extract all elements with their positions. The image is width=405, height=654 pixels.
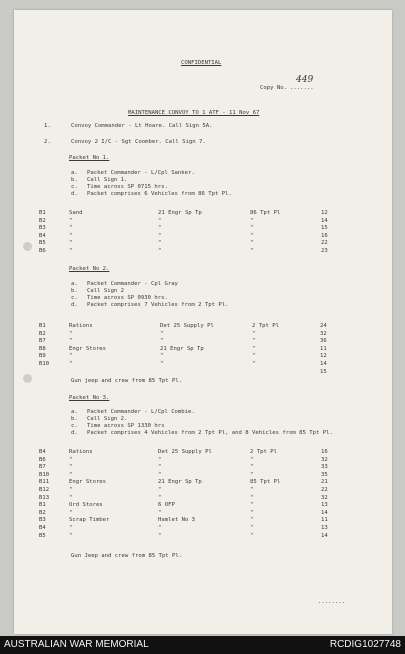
- footer-source: AUSTRALIAN WAR MEMORIAL: [4, 639, 149, 650]
- vehicle-source: 86 Tpt Pl: [250, 210, 281, 216]
- vehicle-number: 11: [321, 517, 328, 524]
- vehicle-id: B13: [39, 494, 50, 501]
- packet-detail-text: Call Sign 2.: [87, 416, 128, 422]
- vehicle-cargo: ": [69, 353, 73, 360]
- vehicle-unit: ": [160, 361, 164, 367]
- vehicle-number: 32: [321, 494, 328, 501]
- packet-detail-text: Time across SP 0930 hrs.: [87, 295, 168, 301]
- vehicle-unit: ": [158, 471, 162, 478]
- vehicle-unit: ": [158, 225, 162, 232]
- footer-reference: RCDIG1027748: [329, 639, 401, 650]
- vehicle-cargo: Rations: [69, 449, 93, 455]
- vehicle-source: ": [250, 456, 254, 463]
- vehicle-source: ": [250, 502, 254, 509]
- vehicle-id: B12: [39, 487, 50, 493]
- vehicle-id: B4: [39, 449, 46, 455]
- vehicle-cargo: ": [69, 509, 73, 516]
- vehicle-source: ": [250, 487, 254, 493]
- copy-label: Copy No.: [260, 85, 287, 91]
- packet-detail-text: Time across SP 0715 hrs.: [87, 184, 168, 190]
- packet-heading: Packet No 2.: [69, 266, 110, 272]
- packet-detail-letter: c.: [71, 184, 78, 190]
- vehicle-source: ": [250, 464, 254, 471]
- packet-heading: Packet No 1.: [69, 155, 110, 161]
- vehicle-cargo: ": [69, 232, 73, 239]
- vehicle-number: 11: [320, 345, 327, 352]
- vehicle-id: B1: [39, 210, 46, 216]
- packet-detail-text: Packet comprises 6 Vehicles from 86 Tpt Pl.: [87, 191, 232, 197]
- packet-detail-text: Call Sign 1.: [87, 177, 128, 183]
- packet-detail-text: Time across SP 1330 hrs: [87, 423, 165, 429]
- vehicle-number: 15: [320, 368, 327, 375]
- vehicle-unit: ": [158, 240, 162, 247]
- vehicle-cargo: Engr Stores: [69, 479, 107, 486]
- vehicle-number: 12: [321, 210, 328, 216]
- vehicle-number: 35: [321, 471, 328, 478]
- vehicle-unit: ": [158, 248, 162, 254]
- packet-detail-text: Packet Commander - Cpl Gray: [87, 281, 178, 287]
- vehicle-number: 21: [321, 479, 328, 486]
- vehicle-number: 22: [321, 487, 328, 493]
- vehicle-source: ": [250, 509, 254, 516]
- vehicle-number: 32: [321, 456, 328, 463]
- document-title: MAINTENANCE CONVOY TO 1 ATF - 11 Nov 67: [128, 110, 260, 116]
- vehicle-id: B1: [39, 502, 46, 509]
- packet-detail-letter: c.: [71, 423, 78, 429]
- vehicle-id: B4: [39, 232, 46, 239]
- packet-heading: Packet No 3.: [69, 395, 110, 401]
- vehicle-unit: Hamlet No 3: [158, 517, 196, 524]
- packet-detail-text: Packet Commander - L/Cpl Sanker.: [87, 170, 195, 176]
- classification: CONFIDENTIAL: [181, 60, 222, 66]
- vehicle-cargo: ": [69, 225, 73, 232]
- vehicle-unit: 21 Engr Sp Tp: [158, 479, 202, 486]
- vehicle-number: 14: [321, 509, 328, 516]
- vehicle-source: ": [250, 494, 254, 501]
- vehicle-number: 32: [320, 330, 327, 337]
- gun-jeep-note: Gun Jeep and crew from 85 Tpt Pl.: [71, 553, 183, 559]
- vehicle-source: 2 Tpt Pl: [252, 323, 279, 329]
- packet-detail-text: Call Sign 2: [87, 288, 125, 294]
- vehicle-id: B9: [39, 353, 46, 360]
- packet-detail-text: Packet comprises 7 Vehicles from 2 Tpt Pl.: [87, 302, 229, 308]
- vehicle-unit: ": [158, 487, 162, 493]
- vehicle-source: ": [250, 240, 254, 247]
- vehicle-id: B3: [39, 517, 46, 524]
- vehicle-unit: ": [158, 494, 162, 501]
- vehicle-id: B10: [39, 471, 50, 478]
- vehicle-source: ": [252, 361, 256, 367]
- vehicle-unit: ": [158, 509, 162, 516]
- vehicle-id: B11: [39, 479, 50, 486]
- archive-footer: [0, 636, 405, 654]
- vehicle-cargo: ": [69, 525, 73, 531]
- vehicle-unit: ": [160, 330, 164, 337]
- vehicle-id: B6: [39, 456, 46, 463]
- vehicle-unit: 21 Engr Sp Tp: [160, 345, 204, 352]
- vehicle-source: ": [250, 225, 254, 232]
- packet-detail-text: Packet Commander - L/Cpl Combie.: [87, 409, 195, 415]
- vehicle-source: ": [252, 338, 256, 345]
- packet-detail-letter: a.: [71, 170, 78, 176]
- vehicle-source: ": [250, 517, 254, 524]
- vehicle-number: 22: [321, 240, 328, 247]
- vehicle-number: 36: [320, 338, 327, 345]
- vehicle-cargo: ": [69, 338, 73, 345]
- vehicle-number: 15: [321, 225, 328, 232]
- vehicle-cargo: ": [69, 240, 73, 247]
- vehicle-number: 13: [321, 525, 328, 531]
- vehicle-unit: ": [160, 353, 164, 360]
- packet-detail-letter: a.: [71, 409, 78, 415]
- vehicle-source: ": [250, 232, 254, 239]
- copy-number: 449: [296, 75, 314, 85]
- vehicle-id: B6: [39, 248, 46, 254]
- vehicle-source: ": [252, 353, 256, 360]
- vehicle-number: 14: [321, 532, 328, 539]
- vehicle-source: ": [250, 525, 254, 531]
- vehicle-id: B10: [39, 361, 50, 367]
- vehicle-cargo: Ord Stores: [69, 502, 103, 509]
- vehicle-number: 14: [321, 217, 328, 224]
- vehicle-id: B5: [39, 532, 46, 539]
- vehicle-number: 16: [321, 449, 328, 455]
- vehicle-cargo: ": [69, 330, 73, 337]
- vehicle-unit: ": [158, 456, 162, 463]
- vehicle-number: 24: [320, 323, 327, 329]
- vehicle-cargo: ": [69, 361, 73, 367]
- vehicle-number: 12: [320, 353, 327, 360]
- vehicle-number: 16: [321, 232, 328, 239]
- vehicle-unit: Det 25 Supply Pl: [160, 323, 214, 329]
- vehicle-cargo: Rations: [69, 323, 93, 329]
- continuation-dots: ........: [318, 599, 345, 605]
- vehicle-unit: ": [158, 525, 162, 531]
- vehicle-source: ": [252, 330, 256, 337]
- vehicle-cargo: ": [69, 464, 73, 471]
- vehicle-unit: 21 Engr Sp Tp: [158, 210, 202, 216]
- vehicle-cargo: ": [69, 487, 73, 493]
- vehicle-source: 85 Tpt Pl: [250, 479, 281, 486]
- vehicle-id: B2: [39, 330, 46, 337]
- vehicle-cargo: ": [69, 494, 73, 501]
- vehicle-cargo: ": [69, 456, 73, 463]
- vehicle-source: 2 Tpt Pl: [250, 449, 277, 455]
- copy-dots: .......: [290, 85, 314, 91]
- vehicle-number: 33: [321, 464, 328, 471]
- vehicle-source: ": [250, 532, 254, 539]
- vehicle-unit: ": [158, 217, 162, 224]
- item-text: Convoy 2 I/C - Sgt Coomber. Call Sign 7.: [71, 139, 206, 145]
- vehicle-cargo: ": [69, 532, 73, 539]
- packet-detail-letter: b.: [71, 288, 78, 294]
- packet-detail-letter: b.: [71, 177, 78, 183]
- vehicle-cargo: Sand: [69, 210, 83, 216]
- packet-detail-letter: b.: [71, 416, 78, 422]
- vehicle-cargo: Scrap Timber: [69, 517, 110, 524]
- document-page: [14, 10, 392, 634]
- vehicle-id: B4: [39, 525, 46, 531]
- packet-detail-letter: a.: [71, 281, 78, 287]
- vehicle-source: ": [250, 217, 254, 224]
- gun-jeep-note: Gun jeep and crew from 85 Tpt Pl.: [71, 378, 183, 384]
- vehicle-unit: Det 25 Supply Pl: [158, 449, 212, 455]
- vehicle-cargo: ": [69, 471, 73, 478]
- vehicle-number: 14: [320, 361, 327, 367]
- vehicle-id: B7: [39, 464, 46, 471]
- item-text: Convoy Commander - Lt Hoare. Call Sign 5A.: [71, 123, 213, 129]
- vehicle-unit: 6 OFP: [158, 502, 175, 509]
- vehicle-unit: ": [158, 232, 162, 239]
- vehicle-id: B7: [39, 338, 46, 345]
- vehicle-id: B2: [39, 217, 46, 224]
- packet-detail-letter: d.: [71, 430, 78, 436]
- packet-detail-letter: d.: [71, 302, 78, 308]
- vehicle-id: B2: [39, 509, 46, 516]
- vehicle-id: B1: [39, 323, 46, 329]
- vehicle-unit: ": [158, 464, 162, 471]
- vehicle-unit: ": [158, 532, 162, 539]
- vehicle-id: B5: [39, 240, 46, 247]
- vehicle-id: B3: [39, 225, 46, 232]
- vehicle-cargo: ": [69, 217, 73, 224]
- packet-detail-letter: c.: [71, 295, 78, 301]
- vehicle-number: 23: [321, 248, 328, 254]
- vehicle-number: 13: [321, 502, 328, 509]
- item-number: 1.: [44, 123, 51, 129]
- punch-hole: [23, 374, 32, 383]
- vehicle-source: ": [250, 248, 254, 254]
- packet-detail-text: Packet comprises 4 Vehicles from 2 Tpt Pl, and 8 Vehicles from 85 Tpt Pl.: [87, 430, 333, 436]
- vehicle-cargo: Engr Stores: [69, 345, 107, 352]
- vehicle-source: ": [250, 471, 254, 478]
- item-number: 2.: [44, 139, 51, 145]
- vehicle-unit: ": [160, 338, 164, 345]
- vehicle-cargo: ": [69, 248, 73, 254]
- packet-detail-letter: d.: [71, 191, 78, 197]
- punch-hole: [23, 242, 32, 251]
- vehicle-source: ": [252, 345, 256, 352]
- vehicle-id: B8: [39, 345, 46, 352]
